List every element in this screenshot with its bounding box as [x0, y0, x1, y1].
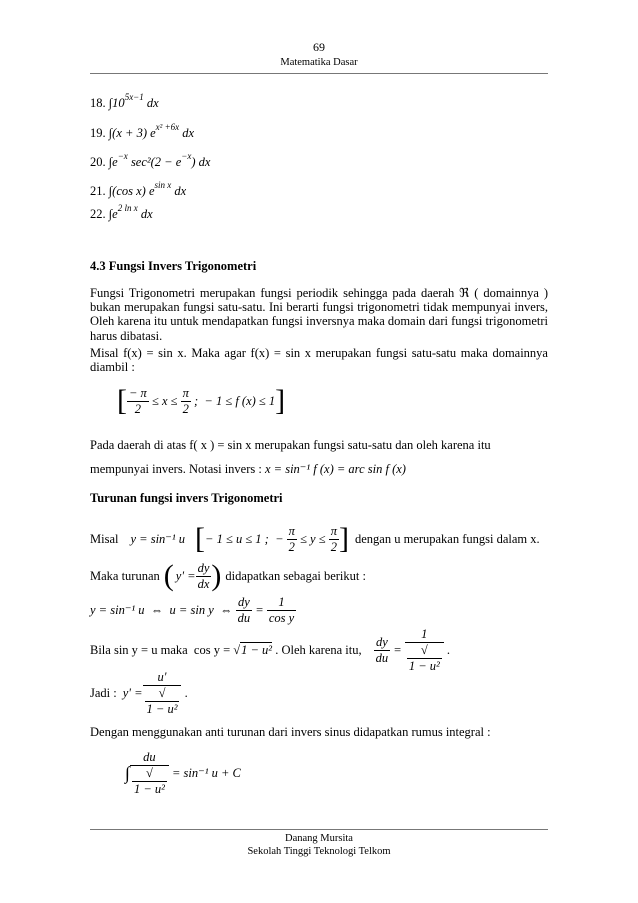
- exercise-22: 22. $\int e^{2 ln x}$ dx: [90, 203, 153, 221]
- invers-notation: x = sin⁻¹ f (x) = arc sin f (x): [264, 462, 406, 476]
- footer-institution: Sekolah Tinggi Teknologi Telkom: [247, 846, 391, 857]
- fraction-neg-pi-over-2: $\frac{- \pi}{2}$: [129, 385, 147, 416]
- exercise-19: 19. ∫(x + 3) $e^{x^2 +6x}$ dx: [90, 122, 195, 140]
- domain-formula: [ $\frac{- \pi}{2}$ ≤ x ≤ $\frac{\pi}{2}$ ; − 1 ≤ f (x) ≤ 1 ]: [117, 384, 286, 417]
- turunan-line: Maka turunan ( y' = $\frac{dy}{dx}$ ) didapatkan sebagai berikut :: [90, 559, 366, 592]
- header-divider: [90, 73, 548, 74]
- example-paragraph: Misal f(x) = sin x. Maka agar f(x) = sin x merupakan fungsi satu-satu maka domainnya diambil :: [90, 346, 548, 375]
- subsection-title: Turunan fungsi invers Trigonometri: [90, 491, 283, 505]
- bila-line: Bila sin y = u maka cos y = √ 1 − u² . Oleh karena itu, $\frac{dy}{du}$ = 1 √ 1 − u² .: [90, 626, 450, 673]
- intro-paragraph: Fungsi Trigonometri merupakan fungsi periodik sehingga pada daerah ℜ ( domainnya ) bukan merupakan fungsi satu-satu. Ini berarti fungsi trigonometri tidak mempunyai invers, Oleh karena itu untuk mendapatkan fungsi inversnya maka domain dari fungsi trigonometri harus dibatasi.: [90, 286, 548, 343]
- footer-divider: [90, 829, 548, 830]
- exercise-20: 20. $\int e^{-x}$ $\sec^2(2 - e^{-x})$ dx: [90, 151, 211, 169]
- page-number: 69: [313, 40, 325, 54]
- footer-author: Danang Mursita: [285, 833, 353, 844]
- section-title: 4.3 Fungsi Invers Trigonometri: [90, 259, 257, 273]
- derivation-line: y = sin⁻¹ u ⇔ u = sin y ⇔ $\frac{dy}{du}$ = $\frac{1}{\text{cos y}}$: [90, 594, 295, 625]
- integral-formula: ∫ du √ 1 − u² = sin⁻¹ u + C: [125, 749, 241, 796]
- misal-line: Misal y = sin⁻¹ u [ − 1 ≤ u ≤ 1 ; − $\frac{\pi}{2}$ ≤ y ≤ $\frac{\pi}{2}$ ] dengan u merupakan fungsi dalam x.: [90, 522, 540, 555]
- left-bracket: [: [117, 384, 127, 417]
- fraction-pi-over-2: $\frac{\pi}{2}$: [182, 385, 189, 416]
- integral-intro: Dengan menggunakan anti turunan dari invers sinus didapatkan rumus integral :: [90, 725, 491, 739]
- invers-paragraph: Pada daerah di atas f( x ) = sin x merupakan fungsi satu-satu dan oleh karena itu: [90, 438, 491, 452]
- exercise-21: 21. ∫(cos x) $e^{sin x}$ dx: [90, 180, 187, 198]
- exercise-18: 18. $\int 10^{5x-1}$ dx: [90, 92, 159, 110]
- invers-notation-line: mempunyai invers. Notasi invers : x = sin⁻¹ f (x) = arc sin f (x): [90, 462, 406, 476]
- right-bracket: ]: [275, 384, 286, 417]
- page-subtitle: Matematika Dasar: [280, 57, 358, 68]
- fraction-one-over-root: 1 √ 1 − u²: [405, 627, 444, 674]
- jadi-line: Jadi : y' = u' √ 1 − u² .: [90, 669, 188, 716]
